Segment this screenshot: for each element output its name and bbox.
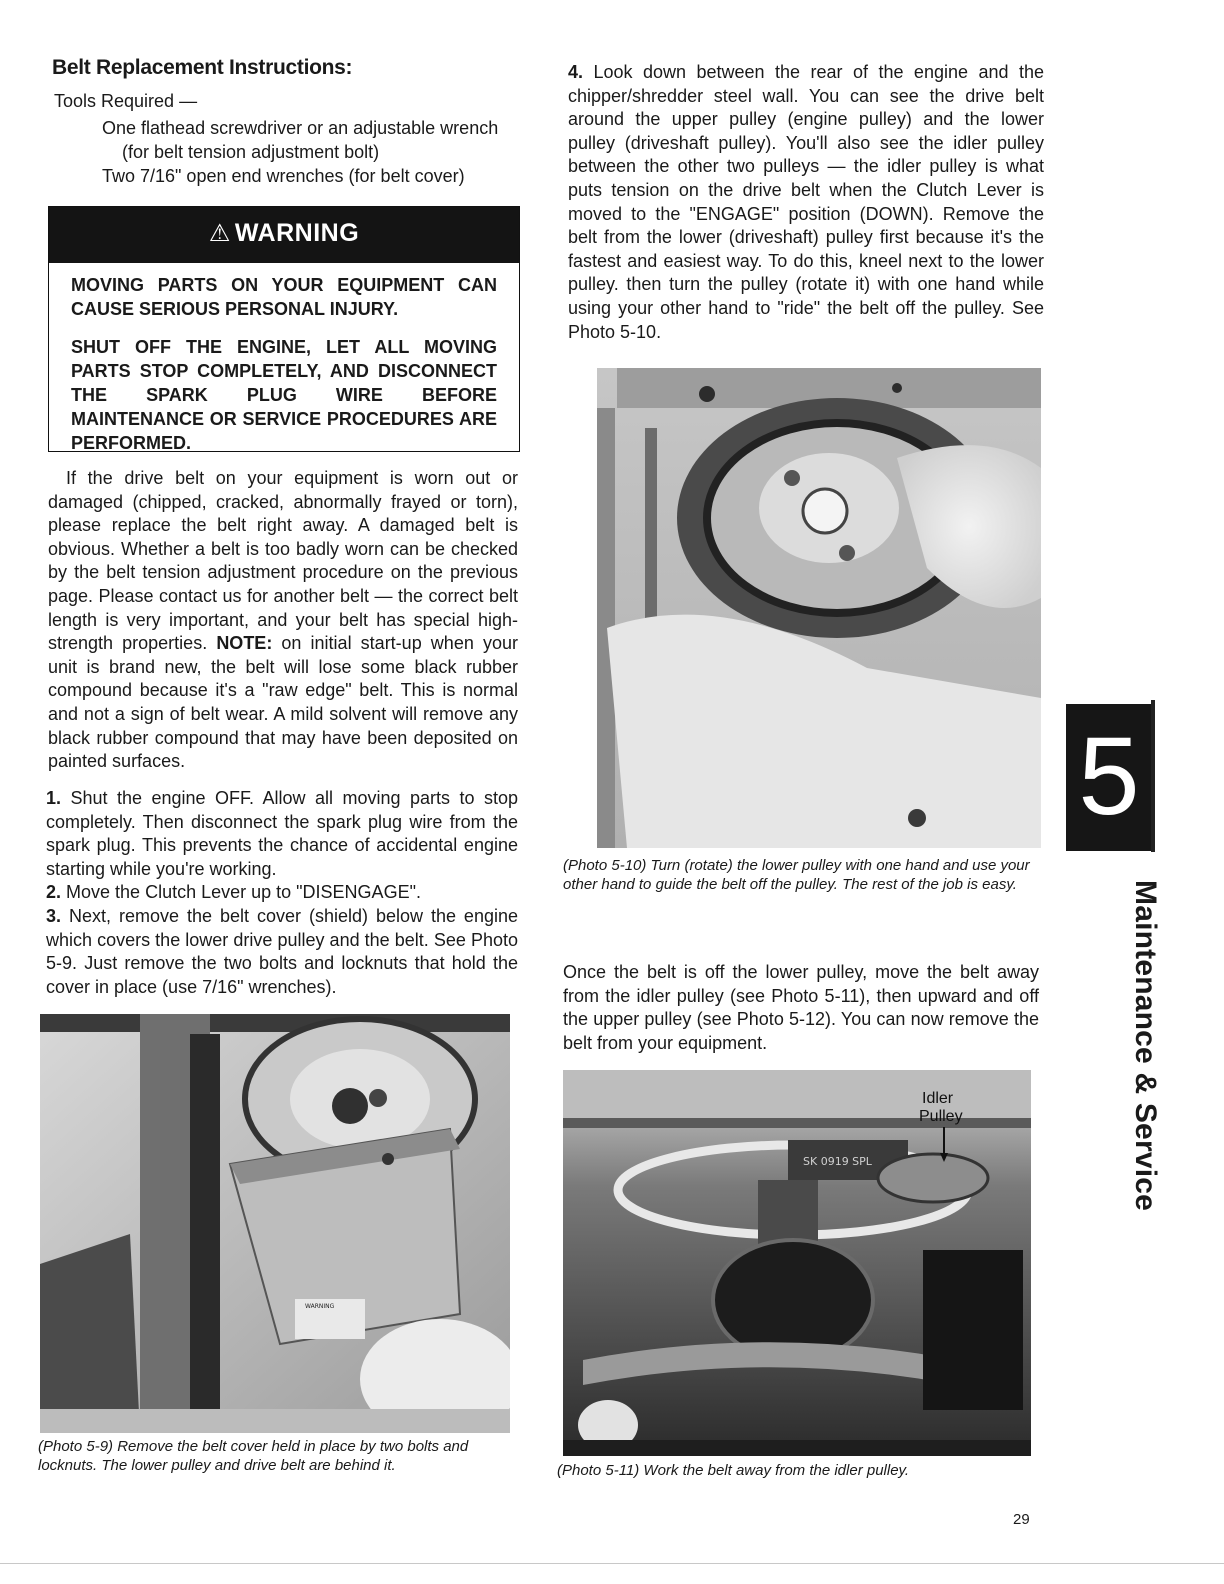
warning-text-injury: MOVING PARTS ON YOUR EQUIPMENT CAN CAUSE SERIOUS PERSONAL INJURY. xyxy=(71,275,497,319)
tool-item-screwdriver: One flathead screwdriver or an adjustable wrench xyxy=(102,118,499,138)
page-number: 29 xyxy=(1013,1511,1030,1528)
decal-text: WARNING xyxy=(305,1303,335,1310)
caption-photo-5-9: (Photo 5-9) Remove the belt cover held in place by two bolts and locknuts. The lower pulley and drive belt are behind it. xyxy=(38,1438,469,1474)
tool-item-wrenches: Two 7/16" open end wrenches (for belt cover) xyxy=(102,166,465,186)
final-paragraph: Once the belt is off the lower pulley, move the belt away from the idler pulley (see Photo 5-11), then upward and off the upper pulley (see Photo 5-12). You can now remove the belt from your equipment. xyxy=(563,962,1039,1053)
tools-heading: Tools Required — xyxy=(54,91,198,111)
belt-print: SK 0919 SPL xyxy=(803,1155,872,1168)
caption-photo-5-10: (Photo 5-10) Turn (rotate) the lower pulley with one hand and use your other hand to guide the belt off the pulley. The rest of the job is easy. xyxy=(563,857,1030,893)
intro-paragraph: If the drive belt on your equipment is worn out or damaged (chipped, cracked, abnormally frayed or torn), please replace the belt right away. A damaged belt is obvious. Whether a belt is too badly worn can be checked by the belt tension adjustment procedure on the previous page. Please contact us for another belt — the correct belt length is very important, and your belt has special high-strength properties. NOTE: on initial start-up when your unit is brand new, the belt will lose some black rubber compound because it's a "raw edge" belt. This is normal and not a sign of belt wear. A mild solvent will remove any black rubber compound that may have been deposited on painted surfaces. xyxy=(48,468,518,772)
section-title: Belt Replacement Instructions: xyxy=(52,56,353,79)
photo-5-11 xyxy=(563,1070,1031,1456)
warning-triangle-icon: ⚠ xyxy=(208,220,231,247)
caption-photo-5-11: (Photo 5-11) Work the belt away from the idler pulley. xyxy=(557,1462,910,1479)
warning-header xyxy=(49,207,519,263)
step-3: 3. Next, remove the belt cover (shield) below the engine which covers the lower drive pulley and the belt. See Photo 5-9. Just remove the two bolts and locknuts that hold the cover in place (use 7/16" wrenches). xyxy=(46,905,518,997)
idler-pulley-label: Idler Pulley xyxy=(919,1090,963,1125)
step-4: 4. Look down between the rear of the engine and the chipper/shredder steel wall. You can see the drive belt around the upper pulley (engine pulley) and the lower pulley (driveshaft pulley). You'll also see the idler pulley between the other two pulleys — the idler pulley is what puts tension on the drive belt when the Clutch Lever is moved to the "ENGAGE" position (DOWN). Remove the belt from the lower (driveshaft) pulley first because it's the fastest and easiest way. To do this, kneel next to the lower pulley. then turn the pulley (rotate it) with one hand while using your other hand to "ride" the belt off the pulley. See Photo 5-10. xyxy=(568,62,1044,342)
note-label: NOTE: xyxy=(216,633,273,654)
tool-item-note: (for belt tension adjustment bolt) xyxy=(122,142,380,162)
step-2: 2. Move the Clutch Lever up to "DISENGAGE". xyxy=(46,882,421,903)
chapter-title: Maintenance & Service xyxy=(1129,880,1162,1212)
warning-text-shutoff: SHUT OFF THE ENGINE, LET ALL MOVING PARTS STOP COMPLETELY, AND DISCONNECT THE SPARK PLUG WIRE BEFORE MAINTENANCE OR SERVICE PROCEDURES ARE PERFORMED. xyxy=(71,337,497,453)
photo-5-9 xyxy=(40,1014,510,1433)
steps-list xyxy=(46,787,518,999)
chapter-tab xyxy=(1066,704,1152,851)
step-1: 1. Shut the engine OFF. Allow all moving parts to stop completely. Then disconnect the spark plug wire from the spark plug. This prevents the chance of accidental engine starting while you're working. xyxy=(46,788,518,879)
warning-label: WARNING xyxy=(234,219,360,247)
chapter-number: 5 xyxy=(1078,715,1140,838)
photo-5-10 xyxy=(567,368,1041,848)
bottom-rule xyxy=(0,1563,1224,1564)
warning-box xyxy=(48,206,520,452)
chapter-tab-edge xyxy=(1151,700,1155,852)
